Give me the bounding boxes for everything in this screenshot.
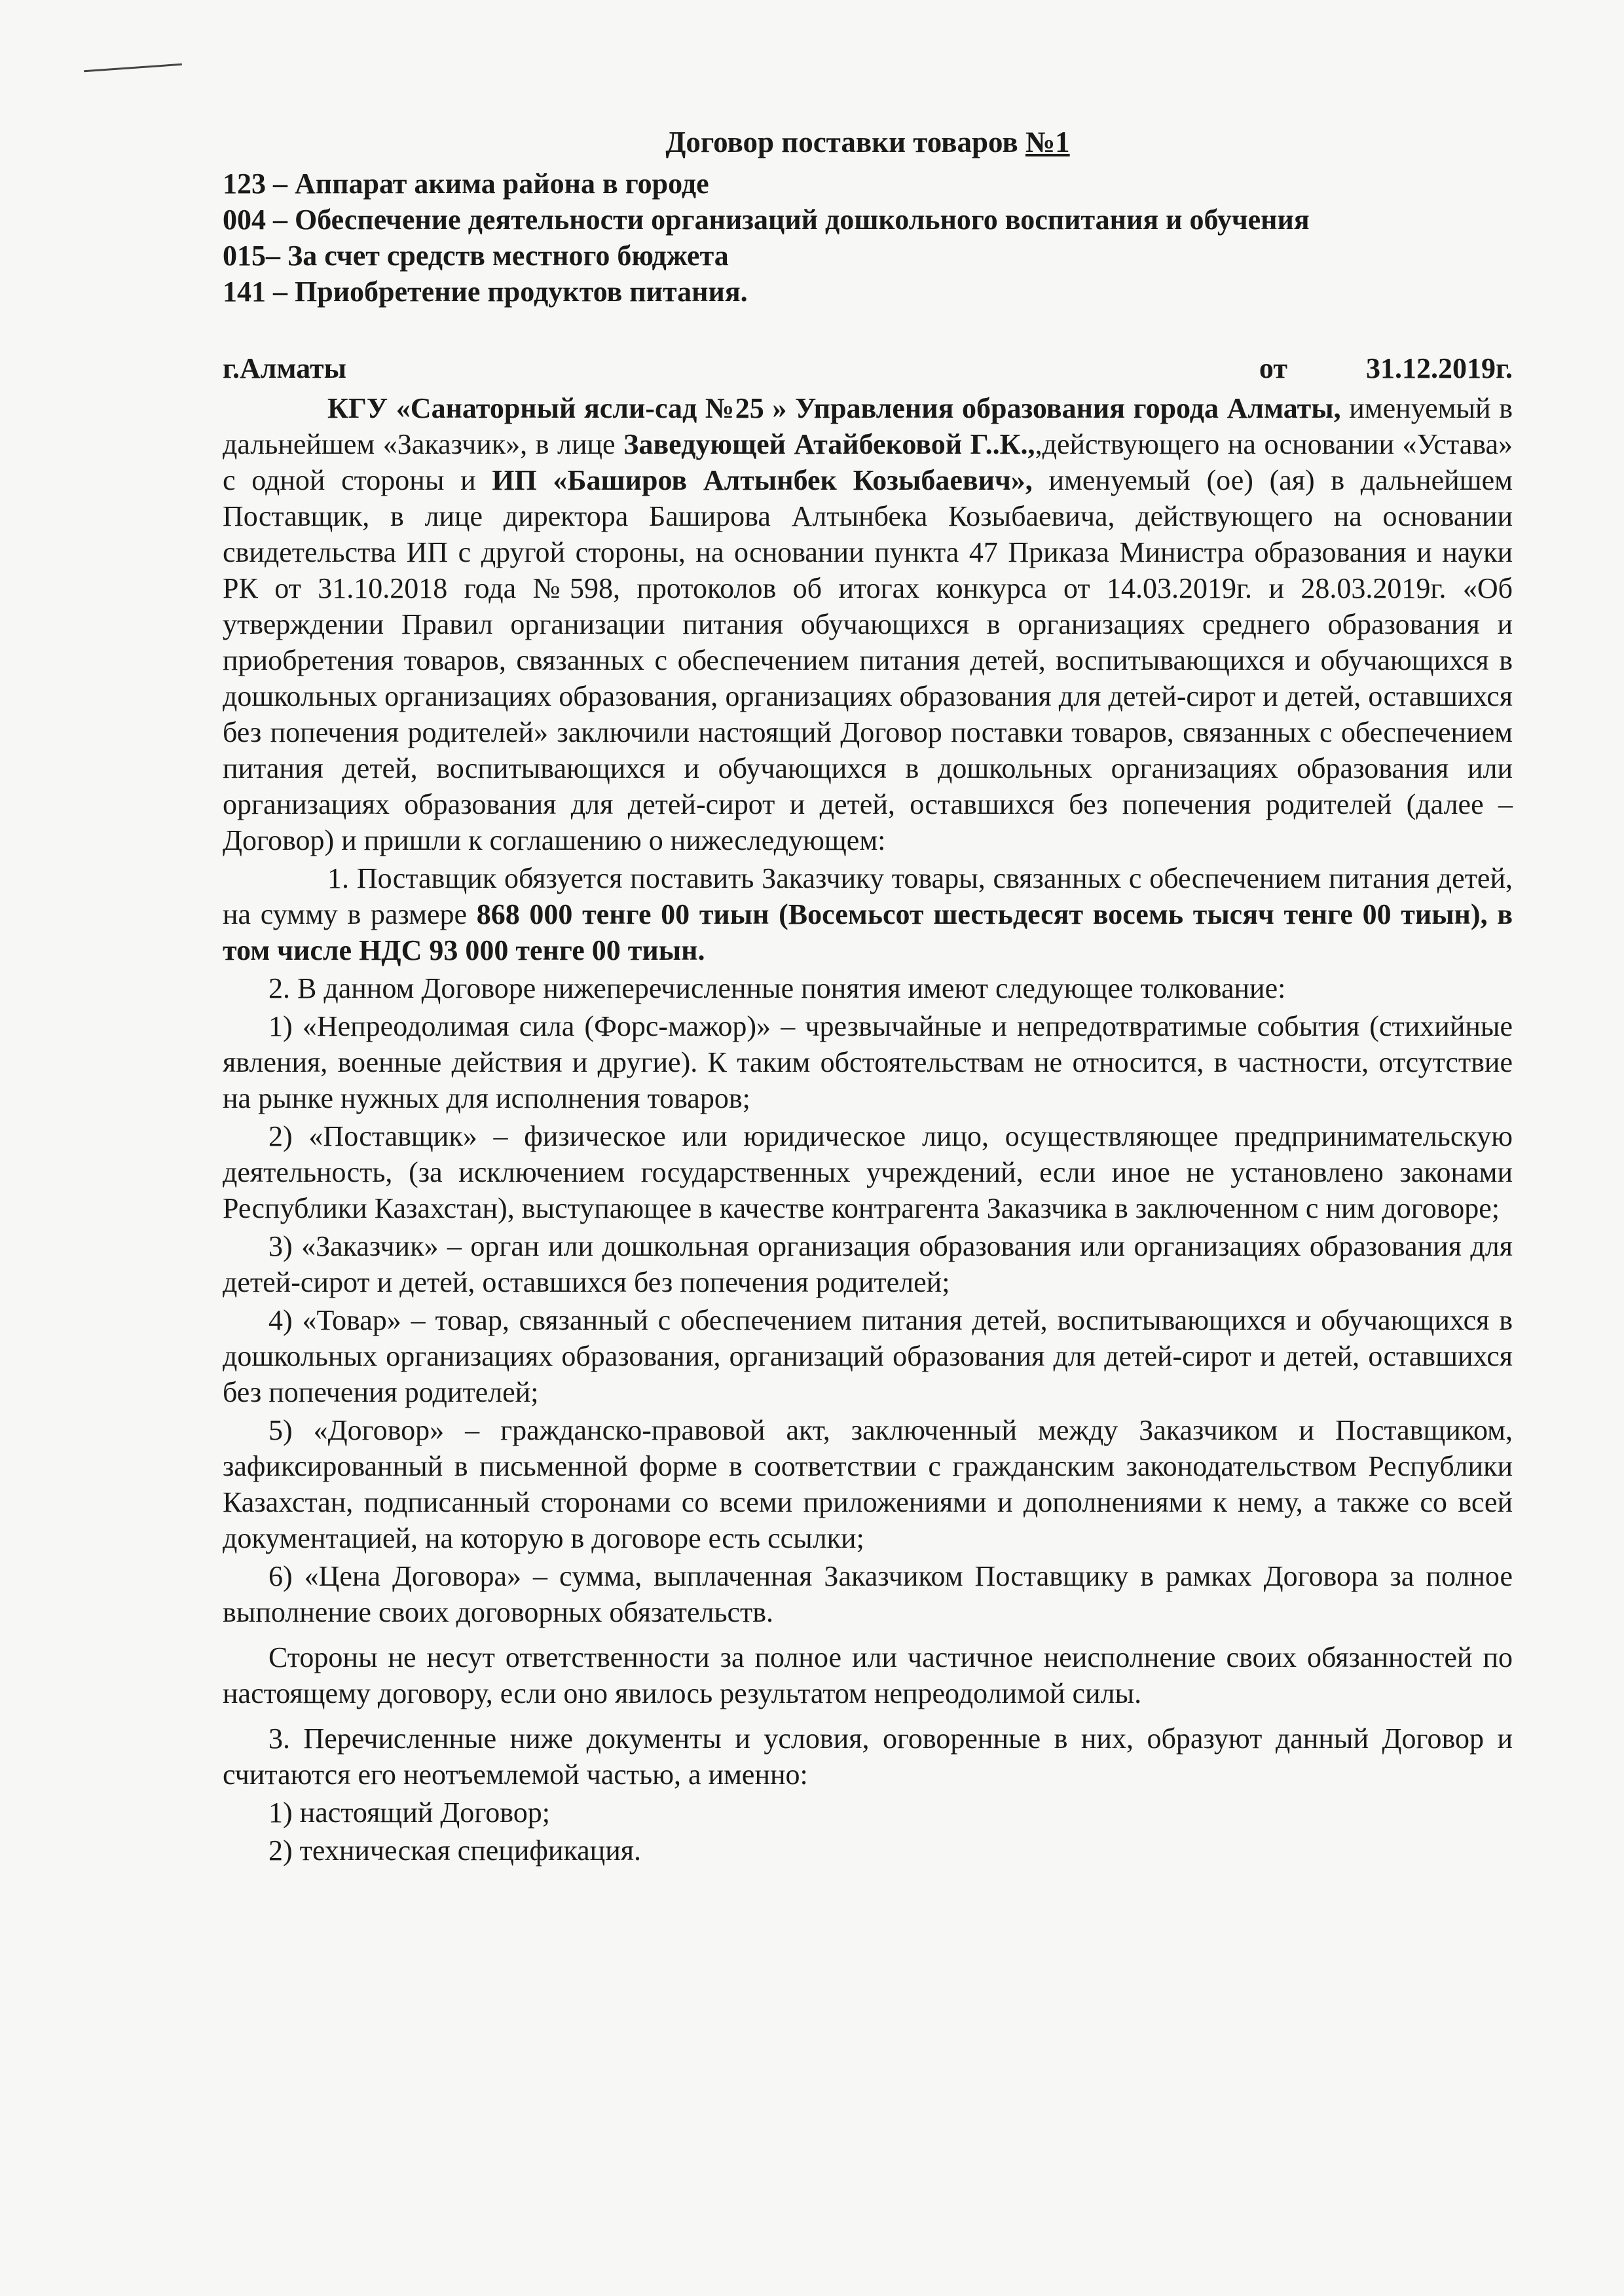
- definition-goods: 4) «Товар» – товар, связанный с обеспечением питания детей, воспитывающихся и обучающихся в дошкольных организациях образования, организаций образования для детей-сирот и детей, оставшихся без попечения родителей;: [223, 1304, 1513, 1408]
- budget-line-source: 015– За счет средств местного бюджета: [223, 240, 729, 272]
- force-majeure-clause: Стороны не несут ответственности за полное или частичное неисполнение своих обязанностей по настоящему договору, если оно явилось результатом непреодолимой силы.: [223, 1641, 1513, 1709]
- budget-line-admin: 123 – Аппарат акима района в городе: [223, 168, 709, 200]
- contract-number: №1: [1025, 126, 1070, 158]
- preamble: КГУ «Санаторный ясли-сад №25 » Управления образования города Алматы, именуемый в дальнейшем «Заказчик», в лице Заведующей Атайбековой Г..К.,,действующего на основании «Устава» с одной стороны и ИП «Баширов Алтынбек Козыбаевич», именуемый (ое) (ая) в дальнейшем Поставщик, в лице директора Баширова Алтынбека Козыбаевича, действующего на основании свидетельства ИП с другой стороны, на основании пункта 47 Приказа Министра образования и науки РК от 31.10.2018 года №598, протоколов об итогах конкурса от 14.03.2019г. и 28.03.2019г. «Об утверждении Правил организации питания обучающихся в организациях среднего образования и приобретения товаров, связанных с обеспечением питания детей, воспитывающихся и обучающихся в дошкольных организациях образования, организациях образования для детей-сирот и детей, оставшихся без попечения родителей» заключили настоящий Договор поставки товаров, связанных с обеспечением питания детей, воспитывающихся и обучающихся в дошкольных организациях образования или организациях образования для детей-сирот и детей, оставшихся без попечения родителей (далее – Договор) и пришли к соглашению о нижеследующем:: [223, 392, 1513, 856]
- clause-1: 1. Поставщик обязуется поставить Заказчику товары, связанных с обеспечением питания детей, на сумму в размере 868 000 тенге 00 тиын (Восемьсот шестьдесят восемь тысяч тенге 00 тиын), в том числе НДС 93 000 тенге 00 тиын.: [223, 862, 1513, 966]
- customer-name: КГУ «Санаторный ясли-сад №25 » Управления образования города Алматы,: [327, 392, 1341, 424]
- definition-supplier: 2) «Поставщик» – физическое или юридическое лицо, осуществляющее предпринимательскую деятельность, (за исключением государственных учреждений, если иное не установлено законами Республики Казахстан), выступающее в качестве контрагента Заказчика в заключенном с ним договоре;: [223, 1120, 1513, 1224]
- customer-head: Заведующей Атайбековой Г..К.,: [623, 428, 1035, 460]
- contract-page: [223, 124, 1513, 1870]
- definition-contract: 5) «Договор» – гражданско-правовой акт, заключенный между Заказчиком и Поставщиком, зафиксированный в письменной форме в соответствии с гражданским законодательством Республики Казахстан, подписанный сторонами со всеми приложениями и дополнениями к нему, а также со всей документацией, на которую в договоре есть ссылки;: [223, 1414, 1513, 1554]
- clause-3-intro: 3. Перечисленные ниже документы и условия, оговоренные в них, образуют данный Договор и считаются его неотъемлемой частью, а именно:: [223, 1722, 1513, 1791]
- date-from: от: [1259, 352, 1287, 384]
- scan-mark: [84, 64, 182, 72]
- document-list-item: 2) техническая спецификация.: [268, 1834, 642, 1867]
- place-date-line: [223, 350, 1513, 386]
- title-prefix: Договор поставки товаров: [665, 126, 1025, 158]
- definition-contract-price: 6) «Цена Договора» – сумма, выплаченная Заказчиком Поставщику в рамках Договора за полное выполнение своих договорных обязательств.: [223, 1560, 1513, 1628]
- definition-force-majeure: 1) «Непреодолимая сила (Форс-мажор)» – чрезвычайные и непредотвратимые события (стихийные явления, военные действия и другие). К таким обстоятельствам не относится, в частности, отсутствие на рынке нужных для исполнения товаров;: [223, 1010, 1513, 1114]
- document-title: [223, 124, 1513, 160]
- contract-amount: 868 000 тенге 00 тиын (Восемьсот шестьдесят восемь тысяч тенге 00 тиын), в том числе НДС 93 000 тенге 00 тиын.: [223, 898, 1513, 966]
- supplier-name: ИП «Баширов Алтынбек Козыбаевич»,: [492, 464, 1033, 496]
- budget-line-program: 004 – Обеспечение деятельности организаций дошкольного воспитания и обучения: [223, 204, 1310, 236]
- city: г.Алматы: [223, 352, 346, 384]
- budget-line-specifics: 141 – Приобретение продуктов питания.: [223, 276, 748, 308]
- definition-customer: 3) «Заказчик» – орган или дошкольная организация образования или организациях образования для детей-сирот и детей, оставшихся без попечения родителей;: [223, 1230, 1513, 1298]
- contract-date: 31.12.2019г.: [1365, 352, 1513, 384]
- document-list-item: 1) настоящий Договор;: [268, 1796, 550, 1829]
- clause-2-intro: 2. В данном Договоре нижеперечисленные понятия имеют следующее толкование:: [268, 972, 1286, 1004]
